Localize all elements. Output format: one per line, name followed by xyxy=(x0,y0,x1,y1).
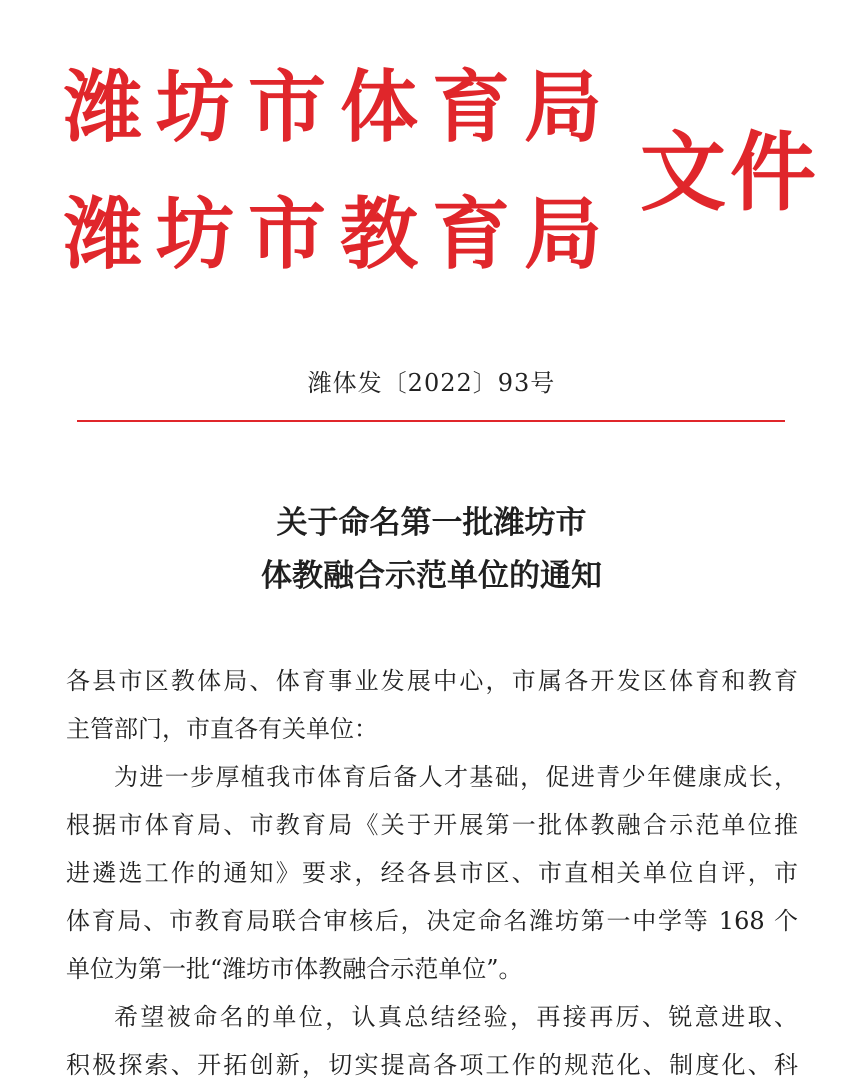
body-line: 体育局、市教育局联合审核后，决定命名潍坊第一中学等 168 个 xyxy=(66,907,798,935)
notice-title-line-2: 体教融合示范单位的通知 xyxy=(261,558,602,594)
notice-title-line-1: 关于命名第一批潍坊市 xyxy=(276,505,587,541)
body-line: 希望被命名的单位，认真总结经验，再接再厉、锐意进取、 xyxy=(114,1003,798,1031)
body-line: 主管部门，市直各有关单位： xyxy=(66,715,378,743)
body-line: 根据市体育局、市教育局《关于开展第一批体教融合示范单位推 xyxy=(66,811,798,839)
body-line: 进遴选工作的通知》要求，经各县市区、市直相关单位自评，市 xyxy=(66,859,798,887)
document-suffix: 文件 xyxy=(640,123,820,223)
document-number: 潍体发〔2022〕93号 xyxy=(307,369,556,397)
body-line: 各县市区教体局、体育事业发展中心，市属各开发区体育和教育 xyxy=(66,667,798,695)
body-line: 积极探索、开拓创新，切实提高各项工作的规范化、制度化、科 xyxy=(66,1051,798,1079)
issuer-name-education-bureau: 潍坊市教育局 xyxy=(64,190,617,280)
issuer-name-sports-bureau: 潍坊市体育局 xyxy=(64,63,617,153)
body-line: 单位为第一批“潍坊市体教融合示范单位”。 xyxy=(66,955,523,983)
body-line: 为进一步厚植我市体育后备人才基础，促进青少年健康成长， xyxy=(114,763,798,791)
notice-body xyxy=(66,657,798,1089)
red-divider-line xyxy=(77,420,785,422)
